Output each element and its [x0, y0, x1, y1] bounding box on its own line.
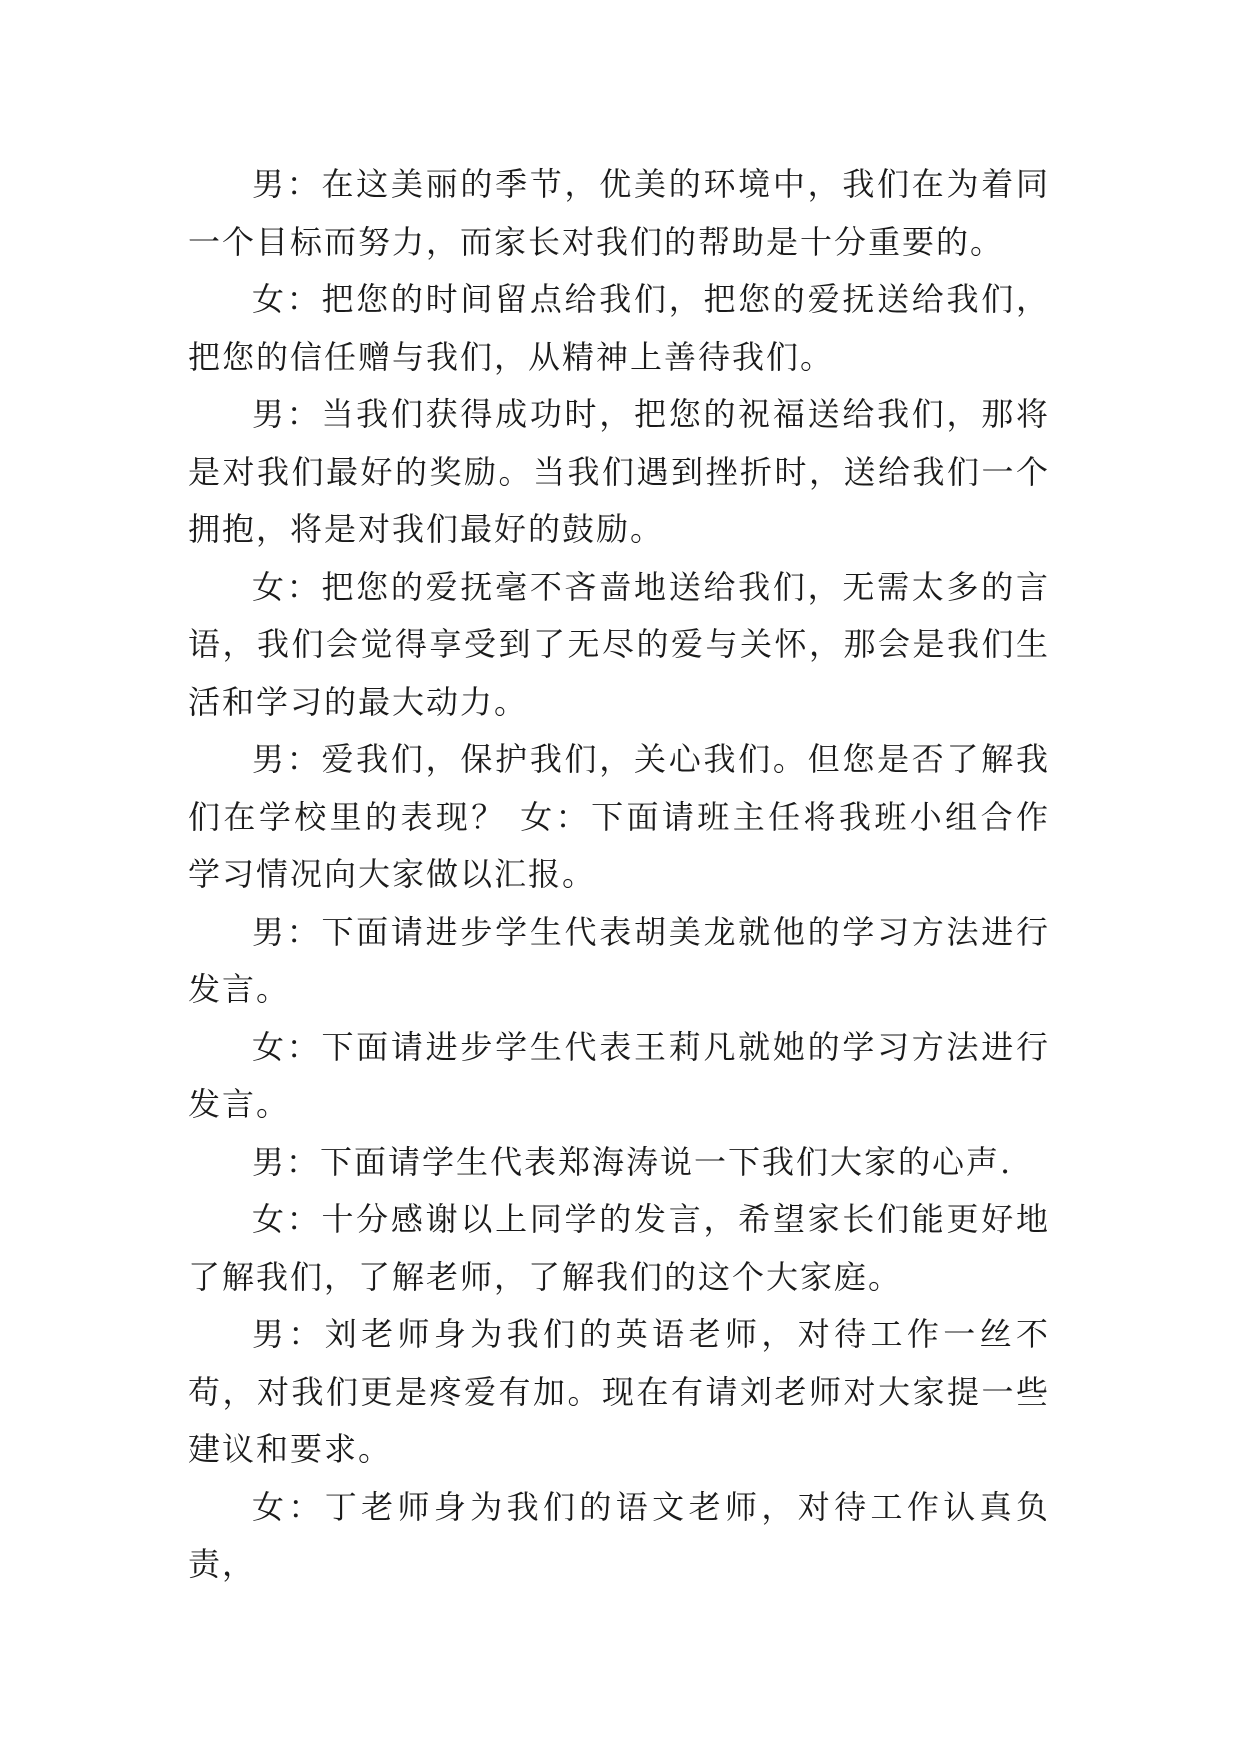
paragraph: 男：下面请进步学生代表胡美龙就他的学习方法进行发言。	[188, 912, 1050, 1008]
paragraph: 男：在这美丽的季节，优美的环境中，我们在为着同一个目标而努力，而家长对我们的帮助是十分重要的。	[188, 165, 1050, 261]
paragraph: 男：刘老师身为我们的英语老师，对待工作一丝不苟，对我们更是疼爱有加。现在有请刘老师对大家提一些建议和要求。	[188, 1315, 1050, 1468]
paragraph: 男：下面请学生代表郑海涛说一下我们大家的心声.	[252, 1142, 1013, 1181]
paragraph: 女：把您的爱抚毫不吝啬地送给我们，无需太多的言语，我们会觉得享受到了无尽的爱与关怀，那会是我们生活和学习的最大动力。	[188, 567, 1050, 721]
paragraph: 女：十分感谢以上同学的发言，希望家长们能更好地了解我们，了解老师，了解我们的这个大家庭。	[188, 1200, 1050, 1296]
paragraph: 男：爱我们，保护我们，关心我们。但您是否了解我们在学校里的表现？ 女：下面请班主任将我班小组合作学习情况向大家做以汇报。	[188, 740, 1050, 893]
paragraph: 女：丁老师身为我们的语文老师，对待工作认真负责，	[188, 1487, 1050, 1583]
paragraph: 女：把您的时间留点给我们，把您的爱抚送给我们，把您的信任赠与我们，从精神上善待我们。	[188, 280, 1050, 376]
document-body	[188, 156, 1050, 1594]
paragraph: 男：当我们获得成功时，把您的祝福送给我们，那将是对我们最好的奖励。当我们遇到挫折时，送给我们一个拥抱，将是对我们最好的鼓励。	[188, 395, 1050, 548]
paragraph: 女：下面请进步学生代表王莉凡就她的学习方法进行发言。	[188, 1027, 1050, 1123]
